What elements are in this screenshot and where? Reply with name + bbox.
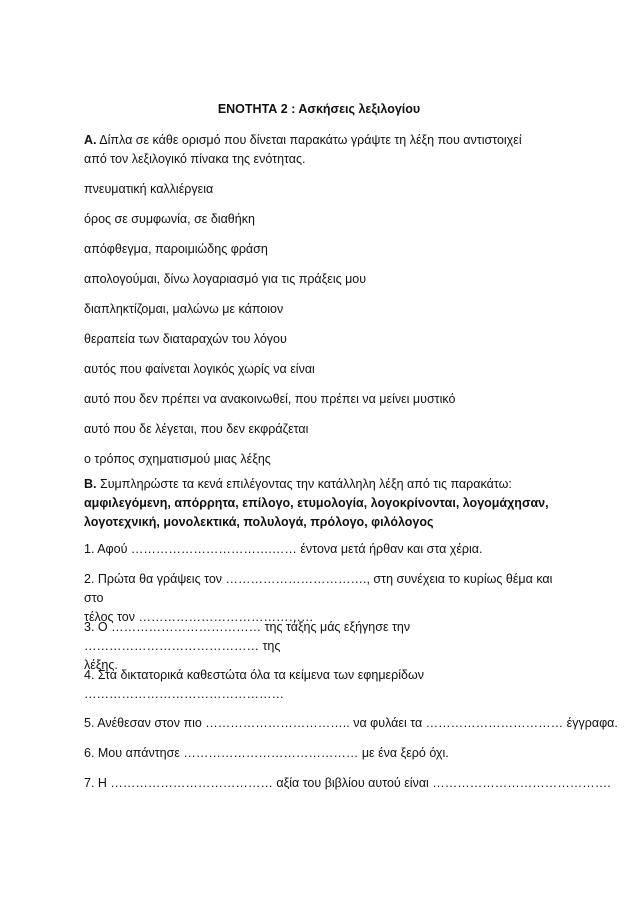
sentence-4-line1: 4. Στα δικτατορικά καθεστώτα όλα τα κείμενα των εφημερίδων xyxy=(84,668,424,682)
sentence-3-line1: 3. Ο ……………………………… της τάξης μάς εξήγησε την …………………………………… της xyxy=(84,620,411,653)
sentence-3-line2: λέξης. xyxy=(84,658,118,672)
definition-item: απολογούμαι, δίνω λογαριασμό για τις πράξεις μου xyxy=(84,272,367,286)
page-title: ΕΝΟΤΗΤΑ 2 : Ασκήσεις λεξιλογίου xyxy=(217,102,421,116)
section-b-label: Β. xyxy=(84,477,97,491)
sentence-2-line2: τέλος τον …………………………………… xyxy=(84,610,314,624)
definition-item: αυτός που φαίνεται λογικός χωρίς να είναι xyxy=(84,362,315,376)
sentence-6: 6. Μου απάντησε …………………………………… με ένα ξερό όχι. xyxy=(84,746,449,760)
section-a-label: Α. xyxy=(84,133,97,147)
sentence-5: 5. Ανέθεσαν στον πιο …………………………….. να φυλάει τα …………………………… έγγραφα. xyxy=(84,716,618,730)
sentence-4 xyxy=(84,666,564,704)
sentence-2-line1: 2. Πρώτα θα γράψεις τον ……………………………., στη συνέχεια το κυρίως θέμα και στο xyxy=(84,572,553,605)
definition-item: αυτό που δεν πρέπει να ανακοινωθεί, που πρέπει να μείνει μυστικό xyxy=(84,392,456,406)
definition-item: θεραπεία των διαταραχών του λόγου xyxy=(84,332,287,346)
definition-item: αυτό που δε λέγεται, που δεν εκφράζεται xyxy=(84,422,309,436)
section-a-instruction xyxy=(84,131,564,169)
sentence-4-line2: ………………………………………… xyxy=(84,687,284,701)
sentence-7: 7. Η ………………………………… αξία του βιβλίου αυτού είναι ……………………………………. xyxy=(84,776,611,790)
section-a-instruction-line1: Δίπλα σε κάθε ορισμό που δίνεται παρακάτω γράψτε τη λέξη που αντιστοιχεί xyxy=(96,133,522,147)
word-bank-line2: λογοτεχνική, μονολεκτικά, πολυλογά, πρόλογο, φιλόλογος xyxy=(84,515,434,529)
section-b-instruction-text: Συμπληρώστε τα κενά επιλέγοντας την κατάλληλη λέξη από τις παρακάτω: xyxy=(96,477,512,491)
word-bank-line1: αμφιλεγόμενη, απόρρητα, επίλογο, ετυμολογία, λογοκρίνονται, λογομάχησαν, xyxy=(84,496,549,510)
section-b-instruction xyxy=(84,475,564,532)
section-a-instruction-line2: από τον λεξιλογικό πίνακα της ενότητας. xyxy=(84,152,306,166)
definition-item: ο τρόπος σχηματισμού μιας λέξης xyxy=(84,452,271,466)
definition-item: όρος σε συμφωνία, σε διαθήκη xyxy=(84,212,255,226)
definition-item: απόφθεγμα, παροιμιώδης φράση xyxy=(84,242,268,256)
definition-item: διαπληκτίζομαι, μαλώνω με κάποιον xyxy=(84,302,284,316)
sentence-1: 1. Αφού …………………………….…… έντονα μετά ήρθαν και στα χέρια. xyxy=(84,542,483,556)
definition-item: πνευματική καλλιέργεια xyxy=(84,182,214,196)
